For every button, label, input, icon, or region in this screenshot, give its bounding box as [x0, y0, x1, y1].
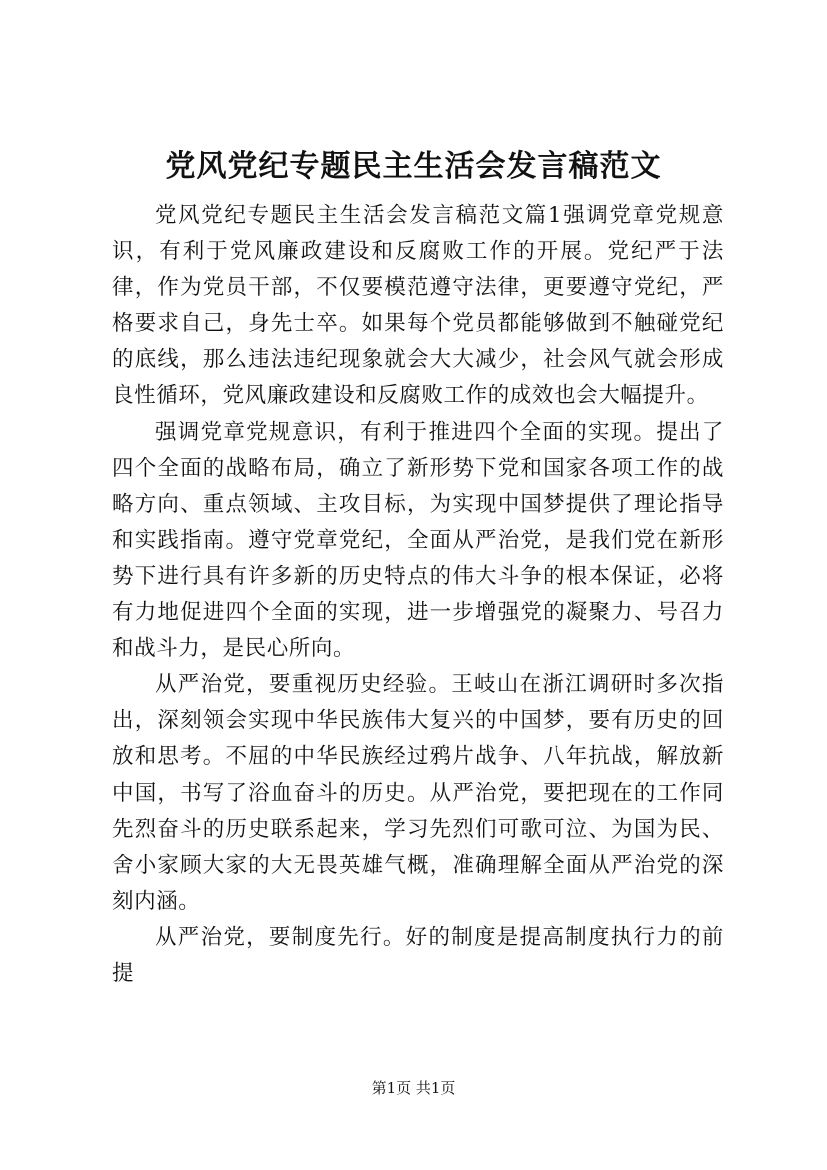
paragraph: 从严治党，要重视历史经验。王岐山在浙江调研时多次指出，深刻领会实现中华民族伟大复兴的中国梦，要有历史的回放和思考。不屈的中华民族经过鸦片战争、八年抗战，解放新中国，书写了浴血奋斗的历史。从严治党，要把现在的工作同先烈奋斗的历史联系起来，学习先烈们可歌可泣、为国为民、舍小家顾大家的大无畏英雄气概，准确理解全面从严治党的深刻内涵。 [112, 672, 724, 914]
paragraph: 强调党章党规意识，有利于推进四个全面的实现。提出了四个全面的战略布局，确立了新形势下党和国家各项工作的战略方向、重点领域、主攻目标，为实现中国梦提供了理论指导和实践指南。遵守党章党纪，全面从严治党，是我们党在新形势下进行具有许多新的历史特点的伟大斗争的根本保证，必将有力地促进四个全面的实现，进一步增强党的凝聚力、号召力和战斗力，是民心所向。 [112, 419, 724, 662]
paragraph: 从严治党，要制度先行。好的制度是提高制度执行力的前提 [112, 924, 724, 986]
document-title: 党风党纪专题民主生活会发言稿范文 [165, 149, 662, 184]
paragraph: 党风党纪专题民主生活会发言稿范文篇1强调党章党规意识，有利于党风廉政建设和反腐败工作的开展。党纪严于法律，作为党员干部，不仅要模范遵守法律，更要遵守党纪，严格要求自己，身先士卒。如果每个党员都能够做到不触碰党纪的底线，那么违法违纪现象就会大大减少，社会风气就会形成良性循环，党风廉政建设和反腐败工作的成效也会大幅提升。 [112, 203, 724, 409]
document-body [112, 198, 724, 992]
page-footer: 第1页 共1页 [371, 1079, 456, 1097]
